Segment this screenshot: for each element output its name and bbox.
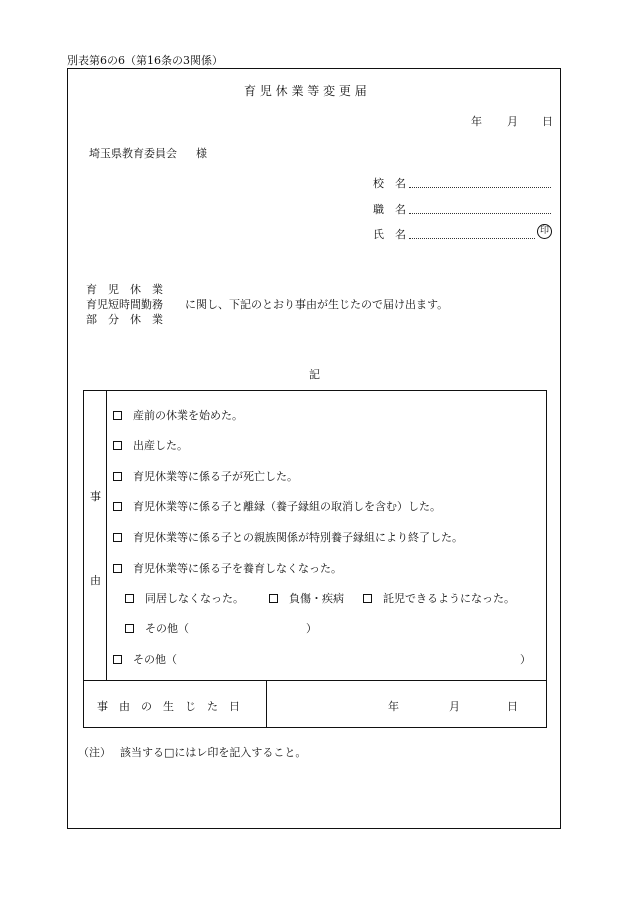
leave-type-short-hours: 育児短時間勤務: [86, 298, 163, 311]
leave-type-childcare: 育 児 休 業: [86, 283, 163, 296]
checkbox[interactable]: [113, 441, 122, 450]
date-day: 日: [542, 115, 553, 128]
school-name-field[interactable]: [409, 187, 551, 188]
reason-other-close: ）: [520, 653, 531, 666]
checkbox[interactable]: [125, 594, 134, 603]
date-month: 月: [507, 115, 518, 128]
date-row-divider-vertical: [266, 680, 267, 728]
note-text: 該当する□にはレ印を記入すること。: [120, 746, 307, 759]
checkbox[interactable]: [125, 624, 134, 633]
occurrence-date-year: 年: [388, 700, 399, 713]
reason-option-no-longer-raising[interactable]: 育児休業等に係る子を養育しなくなった。: [113, 560, 342, 576]
sub-reason-not-living-together[interactable]: 同居しなくなった。: [125, 590, 244, 606]
full-name-label: 氏 名: [373, 228, 406, 241]
checkbox[interactable]: [113, 564, 122, 573]
header-label: 別表第6の6（第16条の3関係）: [67, 54, 223, 67]
full-name-field[interactable]: [409, 238, 535, 239]
reason-option-prenatal[interactable]: 産前の休業を始めた。: [113, 407, 243, 423]
reason-option-other[interactable]: その他（: [113, 651, 177, 667]
checkbox[interactable]: [363, 594, 372, 603]
checkbox[interactable]: [113, 655, 122, 664]
notice-text: に関し、下記のとおり事由が生じたので届け出ます。: [185, 298, 449, 311]
job-title-label: 職 名: [373, 203, 406, 216]
reason-option-child-death[interactable]: 育児休業等に係る子が死亡した。: [113, 468, 298, 484]
note-prefix: （注）: [78, 746, 111, 759]
reason-option-birth[interactable]: 出産した。: [113, 437, 188, 453]
date-row-divider: [83, 680, 547, 681]
sub-reason-childcare-available[interactable]: 託児できるようになった。: [363, 590, 515, 606]
reason-label-bottom: 由: [90, 574, 101, 587]
checkbox[interactable]: [113, 533, 122, 542]
seal-icon: 印: [537, 224, 552, 239]
job-title-field[interactable]: [409, 213, 551, 214]
reason-option-special-adoption[interactable]: 育児休業等に係る子との親族関係が特別養子縁組により終了した。: [113, 529, 463, 545]
addressee-honorific: 様: [196, 147, 207, 160]
reason-label-divider: [106, 390, 107, 680]
occurrence-date-label: 事 由 の 生 じ た 日: [97, 700, 240, 713]
checkbox[interactable]: [269, 594, 278, 603]
checkbox[interactable]: [113, 502, 122, 511]
reason-label-top: 事: [90, 490, 101, 503]
checkbox[interactable]: [113, 411, 122, 420]
school-name-label: 校 名: [373, 177, 406, 190]
sub-reason-other-close: ）: [306, 622, 317, 635]
form-title: 育 児 休 業 等 変 更 届: [244, 84, 367, 98]
sub-reason-other[interactable]: その他（: [125, 620, 189, 636]
leave-type-partial: 部 分 休 業: [86, 313, 163, 326]
occurrence-date-day: 日: [507, 700, 518, 713]
sub-reason-injury-illness[interactable]: 負傷・疾病: [269, 590, 344, 606]
occurrence-date-month: 月: [449, 700, 460, 713]
addressee-name: 埼玉県教育委員会: [89, 147, 177, 160]
ki-heading: 記: [309, 368, 320, 381]
checkbox[interactable]: [113, 472, 122, 481]
date-year: 年: [471, 115, 482, 128]
reason-option-dissolution[interactable]: 育児休業等に係る子と離縁（養子縁組の取消しを含む）した。: [113, 498, 441, 514]
